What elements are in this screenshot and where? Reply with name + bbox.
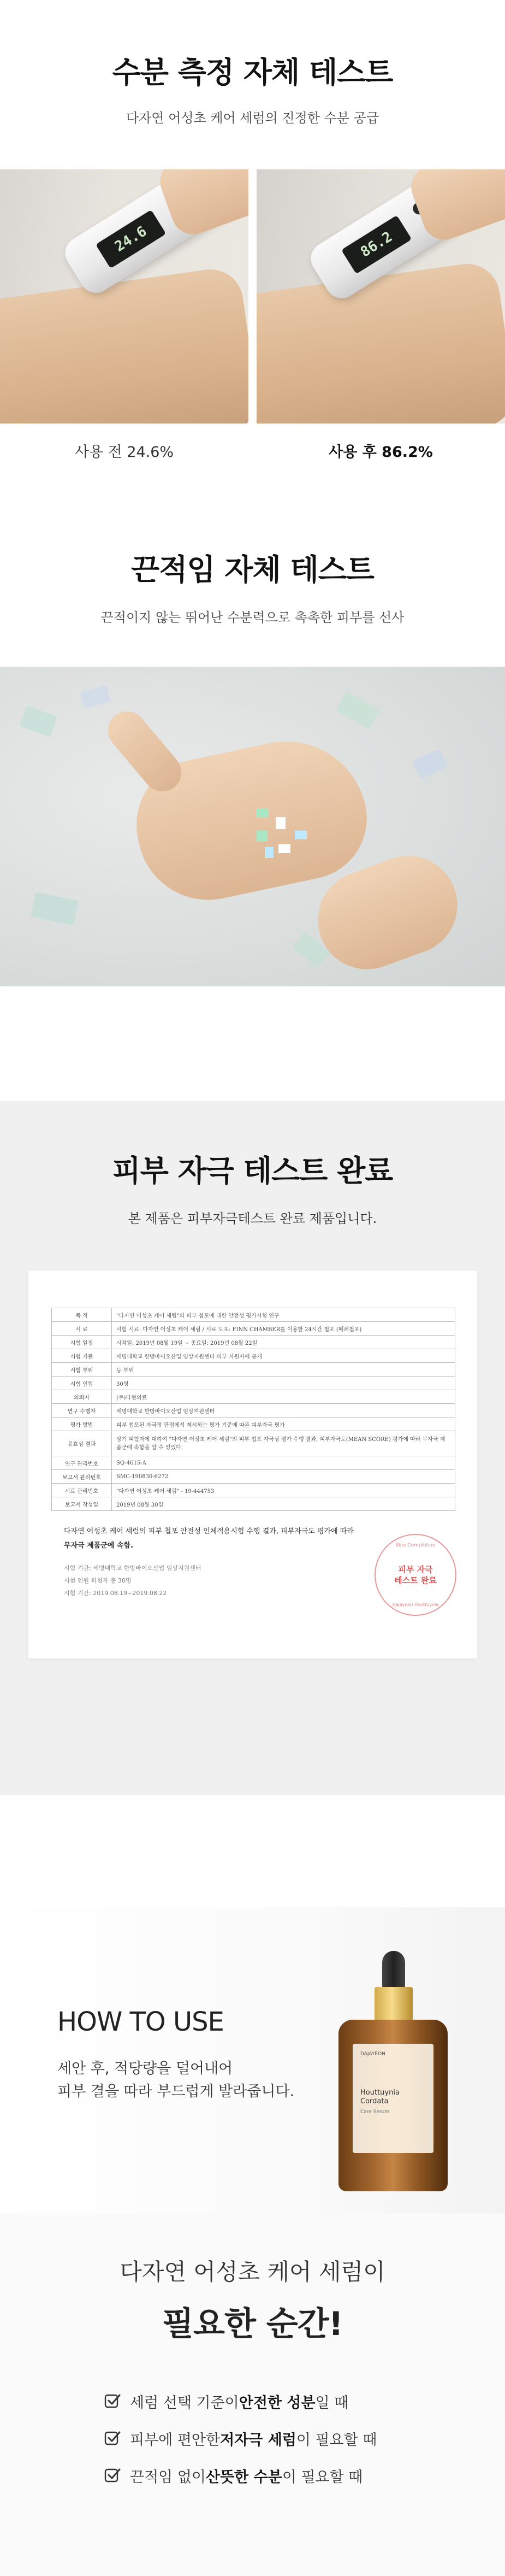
certificate-row xyxy=(52,1456,455,1470)
completion-stamp xyxy=(375,1534,456,1616)
bottle-collar xyxy=(375,1987,413,2021)
certificate-value: SMC-190830-6272 xyxy=(112,1470,455,1484)
certificate-row xyxy=(52,1336,455,1349)
certificate-value: 세명대학교 한방바이오산업 임상지원센터 피부 자원자에 공개 xyxy=(112,1349,455,1363)
check-text-highlight: 저자극 세럼 xyxy=(220,2431,296,2449)
summary-result: 무자극 제품군에 속함. xyxy=(64,1542,134,1550)
certificate-key: 보고서 작성일 xyxy=(52,1497,112,1511)
bottle-brand: DAJAYEON xyxy=(360,2051,385,2057)
certificate-key: 유효성 결과 xyxy=(52,1431,112,1456)
bottle-label xyxy=(353,2044,433,2153)
check-text-highlight: 안전한 성분 xyxy=(239,2394,316,2412)
dropper-cap xyxy=(382,1951,405,1989)
certificate-value: 2019년 08월 30일 xyxy=(112,1497,455,1511)
stamp-main-text: 테스트 완료 xyxy=(394,1575,437,1585)
serum-bottle-image xyxy=(338,1951,448,2191)
certificate-value: 시험 시료: 다자연 어성초 케어 세럼 / 시료 도포: FINN CHAMBER를 이용한 24시간 첩포 (폐쇄첩포) xyxy=(112,1322,455,1336)
meta-line: 시험 기간: 2019.08.19~2019.08.22 xyxy=(64,1590,167,1597)
check-item xyxy=(104,2383,431,2420)
certificate-key: 시험 부위 xyxy=(52,1363,112,1377)
lcd-reading-after: 86.2 xyxy=(341,215,412,274)
check-list xyxy=(104,2383,431,2494)
certificate-summary xyxy=(64,1525,359,1599)
stamp-main-text: 피부 자극 xyxy=(398,1565,433,1574)
certificate-row xyxy=(52,1308,455,1322)
check-text-pre: 세럼 선택 기준이 xyxy=(130,2394,239,2412)
check-text-pre: 피부에 편안한 xyxy=(130,2431,221,2449)
bottle-product-name: Houttuynia xyxy=(360,2089,400,2097)
checkbox-check-icon xyxy=(104,2467,121,2484)
howto-line: 세안 후, 적당량을 덜어내어 xyxy=(57,2060,233,2077)
check-item xyxy=(104,2457,431,2494)
certificate-key: 의뢰자 xyxy=(52,1390,112,1404)
stamp-bottom-text: Dajayeon Houttuynia xyxy=(392,1602,439,1607)
lcd-reading-before: 24.6 xyxy=(96,210,166,269)
sticky-subtitle: 끈적이지 않는 뛰어난 수분력으로 촉촉한 피부를 선사 xyxy=(100,610,405,625)
howto-line: 피부 결을 따라 부드럽게 발라줍니다. xyxy=(57,2083,295,2100)
before-caption: 사용 전 24.6% xyxy=(74,444,174,461)
checkbox-check-icon xyxy=(104,2392,121,2410)
certificate-row xyxy=(52,1322,455,1336)
check-text-post: 이 필요할 때 xyxy=(282,2468,363,2486)
meta-line: 시험 기관: 세명대학교 한방바이오산업 임상지원센터 xyxy=(64,1565,201,1572)
certificate-key: 평가 방법 xyxy=(52,1418,112,1431)
howto-title: HOW TO USE xyxy=(57,2007,224,2037)
moment-headline: 필요한 순간! xyxy=(162,2305,343,2343)
test-certificate xyxy=(28,1271,477,1658)
check-text-post: 이 필요할 때 xyxy=(296,2431,377,2449)
certificate-value: 세명대학교 한방바이오산업 임상지원센터 xyxy=(112,1404,455,1418)
before-photo xyxy=(0,169,248,424)
certificate-key: 시험 기관 xyxy=(52,1349,112,1363)
certificate-row xyxy=(52,1431,455,1456)
certificate-key: 보고서 관리번호 xyxy=(52,1470,112,1484)
certificate-row xyxy=(52,1349,455,1363)
certificate-value: 30명 xyxy=(112,1377,455,1390)
certificate-value: "다자연 어성초 케어 세럼"의 피부 첩포에 대한 안전성 평가시험 연구 xyxy=(112,1308,455,1322)
checkbox-check-icon xyxy=(104,2430,121,2447)
sticky-title: 끈적임 자체 테스트 xyxy=(131,552,374,587)
certificate-row xyxy=(52,1484,455,1497)
certificate-row xyxy=(52,1363,455,1377)
certificate-key: 시험 일정 xyxy=(52,1336,112,1349)
sticky-test-photo xyxy=(0,667,505,986)
certificate-row xyxy=(52,1390,455,1404)
certificate-value: SQ-4615-A xyxy=(112,1456,455,1470)
meta-line: 시험 인원 피험자 총 30명 xyxy=(64,1577,132,1584)
check-text-highlight: 산뜻한 수분 xyxy=(206,2468,282,2486)
certificate-key: 시험 인원 xyxy=(52,1377,112,1390)
certificate-row xyxy=(52,1404,455,1418)
certificate-row xyxy=(52,1497,455,1511)
moisture-subtitle: 다자연 어성초 케어 세럼의 진정한 수분 공급 xyxy=(126,110,379,126)
irritation-title: 피부 자극 테스트 완료 xyxy=(112,1154,393,1188)
after-photo xyxy=(257,169,505,424)
certificate-key: 연구 수행자 xyxy=(52,1404,112,1418)
certificate-row xyxy=(52,1377,455,1390)
moisture-title: 수분 측정 자체 테스트 xyxy=(112,55,393,90)
certificate-value: 상기 피험자에 대하여 "다자연 어성초 케어 세럼"의 피부 첩포 자극성 평가 수행 결과, 피부자극도(MEAN SCORE) 평가에 따라 무자극 제품군에 속함을 알 수 있었다. xyxy=(112,1431,455,1456)
bottle-product-type: Care Serum xyxy=(360,2109,390,2115)
certificate-key: 목 적 xyxy=(52,1308,112,1322)
stamp-top-text: Skin Completion xyxy=(395,1543,436,1548)
check-text-pre: 끈적임 없이 xyxy=(130,2468,206,2486)
certificate-row xyxy=(52,1418,455,1431)
certificate-value: "다자연 어성초 케어 세럼" - 19-444753 xyxy=(112,1484,455,1497)
check-item xyxy=(104,2420,431,2457)
check-text-post: 일 때 xyxy=(315,2394,349,2412)
certificate-value: 등 부위 xyxy=(112,1363,455,1377)
certificate-row xyxy=(52,1470,455,1484)
certificate-key: 시료 관리번호 xyxy=(52,1484,112,1497)
moment-heading: 다자연 어성초 케어 세럼이 xyxy=(120,2259,385,2285)
certificate-key: 연구 관리번호 xyxy=(52,1456,112,1470)
after-caption: 사용 후 86.2% xyxy=(329,444,433,461)
certificate-value: (주)다현의료 xyxy=(112,1390,455,1404)
certificate-key: 시 료 xyxy=(52,1322,112,1336)
howto-description xyxy=(57,2057,294,2103)
bottle-product-name: Cordata xyxy=(360,2097,389,2106)
summary-text: 다자연 어성초 케어 세럼의 피부 첩포 안전성 인체적용시험 수행 결과, 피부자극도 평가에 따라 xyxy=(64,1527,354,1536)
certificate-table xyxy=(51,1308,455,1511)
irritation-subtitle: 본 제품은 피부자극테스트 완료 제품입니다. xyxy=(128,1211,377,1226)
certificate-value: 피부 첩포된 자극정 판정에서 제시하는 평가 기준에 따른 피부자극 평가 xyxy=(112,1418,455,1431)
certificate-value: 시작일: 2019년 08월 19일 ~ 종료일: 2019년 08월 22일 xyxy=(112,1336,455,1349)
